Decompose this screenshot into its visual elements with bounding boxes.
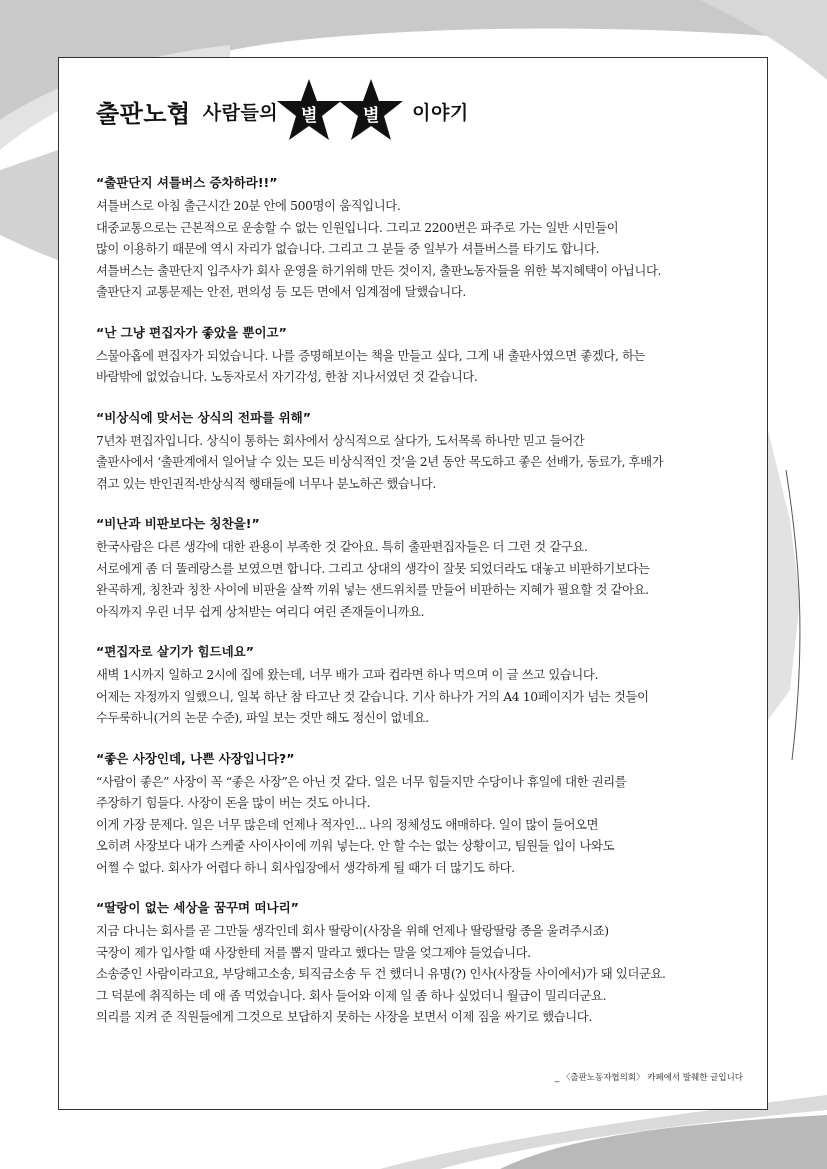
body-line: 완곡하게, 칭찬과 칭찬 사이에 비판을 살짝 끼워 넣는 샌드위치를 만들어 비판하는 지혜가 필요할 것 같아요. [96,583,649,597]
body-line: 아직까지 우린 너무 쉽게 상처받는 여리디 여린 존재들이니까요. [96,604,425,619]
section-heading: “출판단지 셔틀버스 증차하라!!” [96,175,278,190]
section-heading: “비난과 비판보다는 칭찬을!” [96,516,260,531]
section-heading: “좋은 사장인데, 나쁜 사장입니다?” [96,750,295,766]
section-good-boss [96,750,746,880]
body-line: 새벽 1시까지 일하고 2시에 집에 왔는데, 너무 배가 고파 컵라면 하나 먹으며 이 글 쓰고 있습니다. [96,668,599,682]
section-hard-life [96,643,746,730]
body-line: 그 덕분에 취직하는 데 애 좀 먹었습니다. 회사 들어와 이제 일 좀 하나 싶었더니 월급이 밀리더군요. [96,988,607,1003]
body-line: 소송중인 사람이라고요, 부당해고소송, 퇴직금소송 두 건 했더니 유명(?) 인사(사장들 사이에서)가 돼 있더군요. [96,967,666,981]
source-credit: _ 〈출판노동자협의회〉 카페에서 발췌한 글입니다 [554,1073,743,1083]
body-line: 7년차 편집자입니다. 상식이 통하는 회사에서 상식적으로 살다가, 도서목록 하나만 믿고 들어간 [96,433,585,448]
body-line: 국장이 제가 입사할 때 사장한테 저를 뽑지 말라고 했다는 말을 엊그제야 들었습니다. [96,945,531,960]
body-line: 많이 이용하기 때문에 역시 자리가 없습니다. 그리고 그 분들 중 일부가 셔틀버스를 타기도 합니다. [96,242,600,256]
body-line: 주장하기 힘들다. 사장이 돈을 많이 버는 것도 아니다. [96,796,371,810]
section-common-sense [96,409,746,496]
body-line: 의리를 지켜 준 직원들에게 그것으로 보답하지 못하는 사장을 보면서 이제 짐을 싸기로 했습니다. [96,1010,592,1024]
section-heading: “비상식에 맞서는 상식의 전파를 위해” [96,409,311,425]
section-praise [96,515,746,623]
body-line: 출판단지 교통문제는 안전, 편의성 등 모든 면에서 임계점에 달했습니다. [96,285,466,299]
title-main: 출판노협 [96,99,191,128]
page-header [96,76,736,146]
body-line: 한국사람은 다른 생각에 대한 관용이 부족한 것 같아요. 특히 출판편집자들은 더 그런 것 같구요. [96,540,588,554]
body-line: 오히려 사장보다 내가 스케줄 사이사이에 끼워 넣는다. 안 할 수는 없는 상황이고, 팀원들 입이 나와도 [96,839,615,853]
section-heading: “편집자로 살기가 힘드네요” [96,644,254,659]
title-sub: 사람들의 [202,101,279,124]
body-line: 서로에게 좀 더 똘레랑스를 보였으면 합니다. 그리고 상대의 생각이 잘못 되었더라도 대놓고 비판하기보다는 [96,561,650,576]
body-line: 셔틀버스로 아침 출근시간 20분 안에 500명이 움직입니다. [96,199,401,213]
body-line: 어제는 자정까지 일했으니, 일복 하난 참 타고난 것 같습니다. 기사 하나가 거의 A4 10페이지가 넘는 것들이 [96,689,649,704]
section-heading: “딸랑이 없는 세상을 꿈꾸며 떠나리” [96,900,299,915]
body-line: 대중교통으로는 근본적으로 운송할 수 없는 인원입니다. 그리고 2200번은 파주로 가는 일반 시민들이 [96,220,619,235]
body-line: 바람밖에 없었습니다. 노동자로서 자기각성, 한참 지나서였던 것 같습니다. [96,370,478,384]
star-word-1: 별 [300,105,318,126]
body-line: 이게 가장 문제다. 일은 너무 많은데 언제나 적자인... 나의 정체성도 애매하다. 일이 많이 들어오면 [96,817,599,832]
star-badge-1 [274,76,344,146]
body-line: 어쩔 수 없다. 회사가 어렵다 하니 회사입장에서 생각하게 될 때가 더 많기도 하다. [96,860,515,875]
body-line: 스물아홉에 편집자가 되었습니다. 나를 증명해보이는 책을 만들고 싶다, 그게 내 출판사였으면 좋겠다, 하는 [96,348,646,363]
body-line: 지금 다니는 회사를 곧 그만둘 생각인데 회사 딸랑이(사장을 위해 언제나 딸랑딸랑 종을 울려주시죠) [96,924,609,938]
section-shuttle-bus [96,174,746,304]
section-leaving [96,899,746,1029]
body-line: 셔틀버스는 출판단지 입주사가 회사 운영을 하기위해 만든 것이지, 출판노동자들을 위한 복지혜택이 아닙니다. [96,263,662,278]
body-line: 출판사에서 ‘출판계에서 일어날 수 있는 모든 비상식적인 것’을 2년 동안 목도하고 좋은 선배가, 동료가, 후배가 [96,455,664,469]
star-badge-2 [336,76,406,146]
section-heading: “난 그냥 편집자가 좋았을 뿐이고” [96,324,287,340]
body-line: 겪고 있는 반인권적-반상식적 행태들에 너무나 분노하곤 했습니다. [96,476,436,491]
title-end: 이야기 [412,101,469,124]
section-editor [96,324,746,389]
article-body [96,174,746,1049]
star-word-2: 별 [362,105,380,126]
body-line: “사람이 좋은” 사장이 꼭 “좋은 사장”은 아닌 것 같다. 일은 너무 힘들지만 수당이나 휴일에 대한 권리를 [96,774,627,789]
body-line: 수두룩하니(거의 논문 수준), 파일 보는 것만 해도 정신이 없네요. [96,711,429,725]
